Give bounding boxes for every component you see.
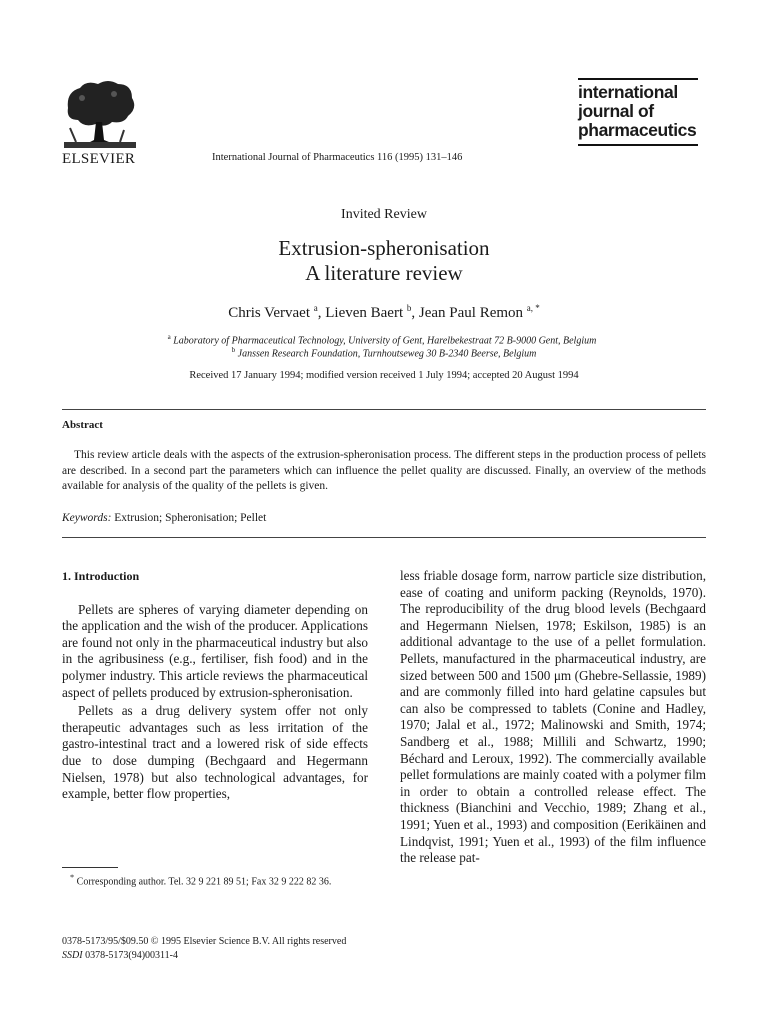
author-affiliation-mark: a, * — [526, 303, 540, 313]
divider — [62, 409, 706, 410]
paragraph: less friable dosage form, narrow particle size distribution, ease of coating and uniform packing (Reynolds, 1970). The reproducibility of the drug blood levels (Bechgaard and Hegermann Nielsen, 1978; Eskilson, 1985) is an additional advantage to the use of a pellet formulation. Pellets, manufactured in the pharmaceutical industry, are sized between 500 and 1500 μm (Ghebre-Sellassie, 1989) and are commonly filled into hard gelatine capsules but can also be compressed to tablets (Conine and Hadley, 1970; Jalal et al., 1972; Malinowski and Smith, 1974; Sandberg et al., 1988; Millili and Schwartz, 1990; Béchard and Leroux, 1992). The commercially available pellet formulations are mainly coated with a polymer film in order to obtain a controlled release effect. The thickness (Bianchini and Vecchio, 1989; Zhang et al., 1991; Yuen et al., 1993) and composition (Eerikäinen and Lindqvist, 1991; Yuen et al., 1993) of the film influence the release pat- — [400, 568, 706, 866]
left-column — [62, 568, 368, 803]
author-affiliation-mark: a — [313, 303, 318, 313]
copyright-block — [62, 935, 346, 963]
section-heading: 1. Introduction — [62, 569, 140, 583]
affiliation — [0, 346, 768, 359]
journal-citation: International Journal of Pharmaceutics 116 (1995) 131–146 — [212, 152, 463, 163]
author-affiliation-mark: b — [406, 303, 412, 313]
footnote — [62, 871, 368, 889]
abstract-text: This review article deals with the aspects of the extrusion-spheronisation process. The different steps in the production process of pellets are described. In a second part the parameters which can influence the pellet quality are discussed. Finally, an overview of the methods available for analysis of the quality of the pellets is given. — [62, 449, 706, 492]
keywords-label: Keywords: — [62, 512, 112, 524]
journal-logo — [578, 78, 698, 146]
right-column — [400, 568, 706, 867]
author-name: Lieven Baert — [325, 305, 404, 321]
keywords-list: Extrusion; Spheronisation; Pellet — [114, 512, 267, 524]
footnote-text: Corresponding author. Tel. 32 9 221 89 51; Fax 32 9 222 82 36. — [76, 876, 332, 888]
ssdi-line — [62, 949, 346, 963]
journal-line-1: international — [578, 82, 678, 102]
abstract-heading: Abstract — [62, 419, 103, 431]
keywords — [62, 512, 266, 524]
paragraph: Pellets as a drug delivery system offer not only therapeutic advantages such as less irritation of the gastro-intestinal tract and a lowered risk of side effects due to dose dumping (Bechgaard and Hegermann Nielsen, 1978) but also technological advantages, for example, better flow properties, — [62, 703, 368, 802]
affiliation — [0, 333, 766, 346]
author-list: Chris Vervaet $^a$, Lieven Baert $^b$, Jean Paul Remon $^{a, *}$ — [228, 303, 540, 321]
footnote-mark: * — [70, 873, 75, 882]
paragraph: Pellets are spheres of varying diameter depending on the application and the wish of the producer. Applications are found not only in the pharmaceutical industry but also in the agribusiness (e.g., fertiliser, fish food) and in the polymer industry. This article reviews the pharmaceutical aspect of pellets produced by extrusion-spheronisation. — [62, 601, 368, 700]
title-line-1: Extrusion-spheronisation — [278, 236, 490, 260]
journal-line-3: pharmaceutics — [578, 120, 697, 140]
affiliation-text: Laboratory of Pharmaceutical Technology, University of Gent, Harelbekestraat 72 B-9000 Gent, Belgium — [173, 335, 597, 347]
journal-title — [578, 80, 698, 142]
author-name: Jean Paul Remon — [418, 305, 524, 321]
affiliation-text: Janssen Research Foundation, Turnhoutseweg 30 B-2340 Beerse, Belgium — [237, 348, 537, 360]
divider — [62, 537, 706, 538]
footnote-rule — [62, 867, 118, 868]
received-dates: Received 17 January 1994; modified version received 1 July 1994; accepted 20 August 1994 — [189, 370, 579, 381]
ssdi-code: 0378-5173(94)00311-4 — [85, 950, 179, 961]
journal-logo-bottom-rule — [578, 144, 698, 146]
elsevier-tree-logo — [62, 78, 138, 150]
affiliation-mark: a — [167, 333, 171, 341]
title-line-2: A literature review — [305, 261, 463, 285]
publisher-name: ELSEVIER — [62, 151, 136, 167]
affiliation-mark: b — [231, 346, 236, 354]
article-type: Invited Review — [341, 207, 427, 222]
author-name: Chris Vervaet — [228, 305, 310, 321]
copyright-line: 0378-5173/95/$09.50 © 1995 Elsevier Science B.V. All rights reserved — [62, 936, 347, 947]
ssdi-label: SSDI — [62, 950, 83, 961]
article-title — [0, 236, 768, 286]
journal-line-2: journal of — [578, 101, 654, 121]
